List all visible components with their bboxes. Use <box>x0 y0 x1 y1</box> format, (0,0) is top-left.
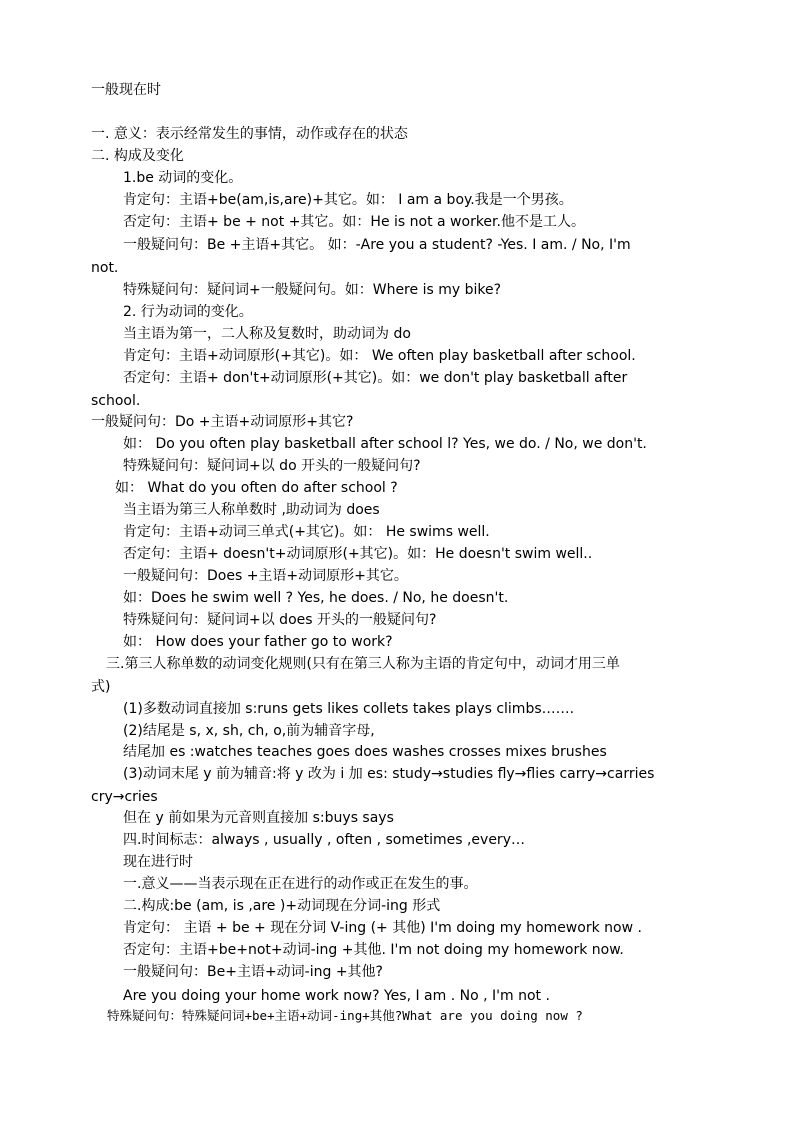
text-line: 1.be 动词的变化。 <box>123 170 243 186</box>
text-line: school. <box>91 393 141 409</box>
text-line: (2)结尾是 s, x, sh, ch, o,前为辅音字母, <box>123 723 375 739</box>
text-line: 式) <box>91 679 111 695</box>
text-line: 如： Do you often play basketball after school l? Yes, we do. / No, we don't. <box>123 436 647 452</box>
text-line: 否定句：主语+be+not+动词-ing +其他. I'm not doing my homework now. <box>123 942 624 958</box>
text-line: 一般疑问句：Does +主语+动词原形+其它。 <box>123 568 408 584</box>
text-line: 肯定句：主语+动词三单式(+其它)。如： He swims well. <box>123 524 490 540</box>
text-line: 结尾加 es :watches teaches goes does washes crosses mixes brushes <box>123 744 607 760</box>
text-line: not. <box>91 260 119 276</box>
text-line: 否定句：主语+ don't+动词原形(+其它)。如：we don't play basketball after <box>123 370 628 386</box>
text-line: 否定句：主语+ doesn't+动词原形(+其它)。如：He doesn't swim well.. <box>123 546 593 562</box>
text-line: 肯定句：主语+动词原形(+其它)。如： We often play basketball after school. <box>123 348 636 364</box>
text-line: 如：Does he swim well ? Yes, he does. / No, he doesn't. <box>123 590 509 606</box>
text-line: 一般疑问句：Do +主语+动词原形+其它? <box>91 414 354 430</box>
text-line: 2. 行为动词的变化。 <box>123 304 253 320</box>
text-line: Are you doing your home work now? Yes, I am . No , I'm not . <box>123 988 550 1004</box>
text-line: 特殊疑问句：疑问词+以 does 开头的一般疑问句? <box>123 612 437 628</box>
text-line: 当主语为第一，二人称及复数时，助动词为 do <box>123 326 411 342</box>
text-line: 肯定句：主语+be(am,is,are)+其它。如： I am a boy.我是一个男孩。 <box>123 192 573 208</box>
document-title: 一般现在时 <box>91 82 161 98</box>
text-line: 一. 意义：表示经常发生的事情，动作或存在的状态 <box>91 126 408 142</box>
text-line: 一般疑问句：Be+主语+动词-ing +其他? <box>123 964 383 980</box>
text-line: 二. 构成及变化 <box>91 148 184 164</box>
text-line: 二.构成:be (am, is ,are )+动词现在分词-ing 形式 <box>123 898 441 914</box>
text-line: 三.第三人称单数的动词变化规则(只有在第三人称为主语的肯定句中，动词才用三单 <box>106 656 620 672</box>
text-line: cry→cries <box>91 789 158 805</box>
text-line: 当主语为第三人称单数时 ,助动词为 does <box>123 502 380 518</box>
text-line: (1)多数动词直接加 s:runs gets likes collets takes plays climbs……. <box>123 701 575 717</box>
text-line: 特殊疑问句：疑问词+一般疑问句。如：Where is my bike? <box>123 282 502 298</box>
text-line: 但在 y 前如果为元音则直接加 s:buys says <box>123 810 394 826</box>
text-line: 否定句：主语+ be + not +其它。如：He is not a worker.他不是工人。 <box>123 214 585 230</box>
text-line: 如： How does your father go to work? <box>123 634 393 650</box>
text-line: 如： What do you often do after school ? <box>115 480 398 496</box>
text-line: 一般疑问句：Be +主语+其它。 如：-Are you a student? -Yes. I am. / No, I'm <box>123 237 631 253</box>
text-line: 现在进行时 <box>123 854 193 870</box>
text-line: 肯定句： 主语 + be + 现在分词 V-ing (+ 其他) I'm doing my homework now . <box>123 920 642 936</box>
text-line: 特殊疑问句：特殊疑问词+be+主语+动词-ing+其他?What are you doing now ? <box>107 1008 583 1023</box>
text-line: 特殊疑问句：疑问词+以 do 开头的一般疑问句? <box>123 458 421 474</box>
text-line: (3)动词末尾 y 前为辅音:将 y 改为 i 加 es: study→studies fly→flies carry→carries <box>123 766 655 782</box>
text-line: 一.意义——当表示现在正在进行的动作或正在发生的事。 <box>123 876 478 892</box>
text-line: 四.时间标志：always , usually , often , sometimes ,every… <box>123 832 525 848</box>
